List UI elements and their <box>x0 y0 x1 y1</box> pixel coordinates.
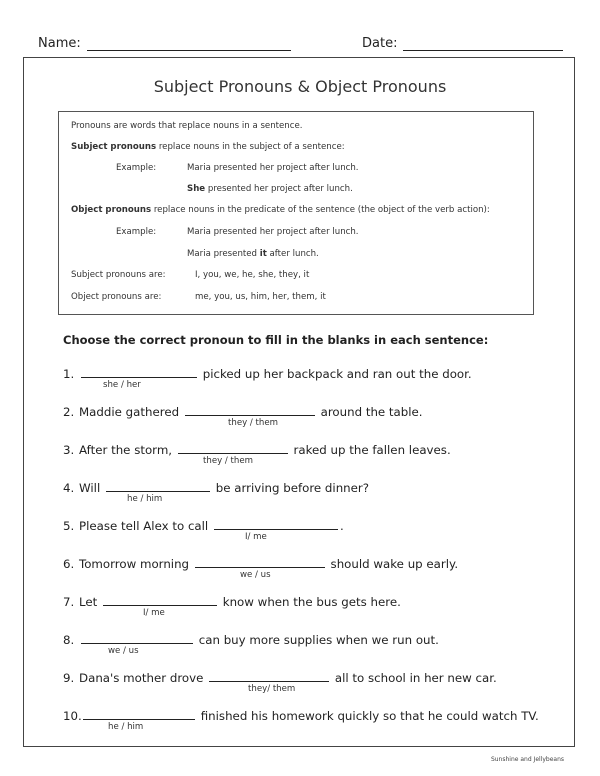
question-7 <box>63 593 401 609</box>
question-number: 7. <box>63 595 75 609</box>
object-example-2: Maria presented it after lunch. <box>187 249 319 259</box>
answer-blank[interactable] <box>209 669 329 682</box>
question-1 <box>63 365 472 381</box>
question-number: 5. <box>63 519 75 533</box>
answer-blank[interactable] <box>81 365 197 378</box>
pronoun-hint: they / them <box>228 418 279 428</box>
question-text-before: Will <box>79 481 104 495</box>
pronoun-hint: he / him <box>127 494 163 504</box>
page-title: Subject Pronouns & Object Pronouns <box>153 77 447 96</box>
question-number: 2. <box>63 405 75 419</box>
question-text-after: be arriving before dinner? <box>212 481 370 495</box>
answer-blank[interactable] <box>81 631 193 644</box>
question-number: 6. <box>63 557 75 571</box>
question-number: 9. <box>63 671 75 685</box>
answer-blank[interactable] <box>106 479 210 492</box>
instructions: Choose the correct pronoun to fill in the blanks in each sentence: <box>63 333 489 347</box>
question-text-before: Maddie gathered <box>79 405 183 419</box>
pronoun-hint: they / them <box>203 456 254 466</box>
question-text-after: know when the bus gets here. <box>219 595 401 609</box>
question-2 <box>63 403 423 419</box>
answer-blank[interactable] <box>185 403 315 416</box>
example-label: Example: <box>116 163 157 173</box>
question-text-after: . <box>339 519 344 533</box>
answer-blank[interactable] <box>195 555 325 568</box>
subject-list: I, you, we, he, she, they, it <box>195 270 310 280</box>
question-text-before: Please tell Alex to call <box>79 519 212 533</box>
question-3 <box>63 441 451 457</box>
subject-example-2: She presented her project after lunch. <box>187 184 353 194</box>
question-text-after: raked up the fallen leaves. <box>289 443 451 457</box>
answer-blank[interactable] <box>178 441 288 454</box>
question-text-before: Let <box>79 595 101 609</box>
name-field[interactable] <box>38 36 291 51</box>
question-text-after: finished his homework quickly so that he could watch TV. <box>197 709 539 723</box>
object-definition: Object pronouns replace nouns in the predicate of the sentence (the object of the verb action): <box>71 205 490 215</box>
question-8 <box>63 631 439 647</box>
intro-text: Pronouns are words that replace nouns in a sentence. <box>71 121 303 131</box>
pronoun-hint: I/ me <box>245 532 267 542</box>
question-6 <box>63 555 458 571</box>
question-5 <box>63 517 344 533</box>
pronoun-hint: I/ me <box>143 608 165 618</box>
object-list: me, you, us, him, her, them, it <box>195 292 326 302</box>
name-line[interactable] <box>87 36 291 51</box>
subject-example-1: Maria presented her project after lunch. <box>187 163 359 173</box>
question-text-after: picked up her backpack and ran out the door. <box>199 367 472 381</box>
question-text-after: all to school in her new car. <box>331 671 497 685</box>
object-list-label: Object pronouns are: <box>71 292 162 302</box>
pronoun-hint: she / her <box>103 380 141 390</box>
pronoun-hint: they/ them <box>248 684 296 694</box>
question-text-after: around the table. <box>316 405 423 419</box>
question-text-before: Dana's mother drove <box>79 671 208 685</box>
question-4 <box>63 479 369 495</box>
question-number: 8. <box>63 633 75 647</box>
question-number: 3. <box>63 443 75 457</box>
date-label: Date: <box>362 36 398 51</box>
name-label: Name: <box>38 36 81 51</box>
answer-blank[interactable] <box>103 593 217 606</box>
pronoun-hint: we / us <box>240 570 271 580</box>
definition-box <box>58 111 534 315</box>
question-text-after: can buy more supplies when we run out. <box>195 633 439 647</box>
date-field[interactable] <box>362 36 563 51</box>
subject-definition: Subject pronouns replace nouns in the subject of a sentence: <box>71 142 345 152</box>
object-example-1: Maria presented her project after lunch. <box>187 227 359 237</box>
question-text-before: After the storm, <box>79 443 176 457</box>
answer-blank[interactable] <box>83 707 195 720</box>
example-label: Example: <box>116 227 157 237</box>
question-9 <box>63 669 497 685</box>
pronoun-hint: he / him <box>108 722 144 732</box>
date-line[interactable] <box>403 36 563 51</box>
pronoun-hint: we / us <box>108 646 139 656</box>
footer-credit: Sunshine and Jellybeans <box>490 756 564 763</box>
question-number: 10. <box>63 709 82 723</box>
question-number: 1. <box>63 367 75 381</box>
question-number: 4. <box>63 481 75 495</box>
question-text-after: should wake up early. <box>326 557 459 571</box>
question-10 <box>63 707 539 723</box>
subject-list-label: Subject pronouns are: <box>71 270 166 280</box>
answer-blank[interactable] <box>214 517 338 530</box>
question-text-before: Tomorrow morning <box>79 557 193 571</box>
